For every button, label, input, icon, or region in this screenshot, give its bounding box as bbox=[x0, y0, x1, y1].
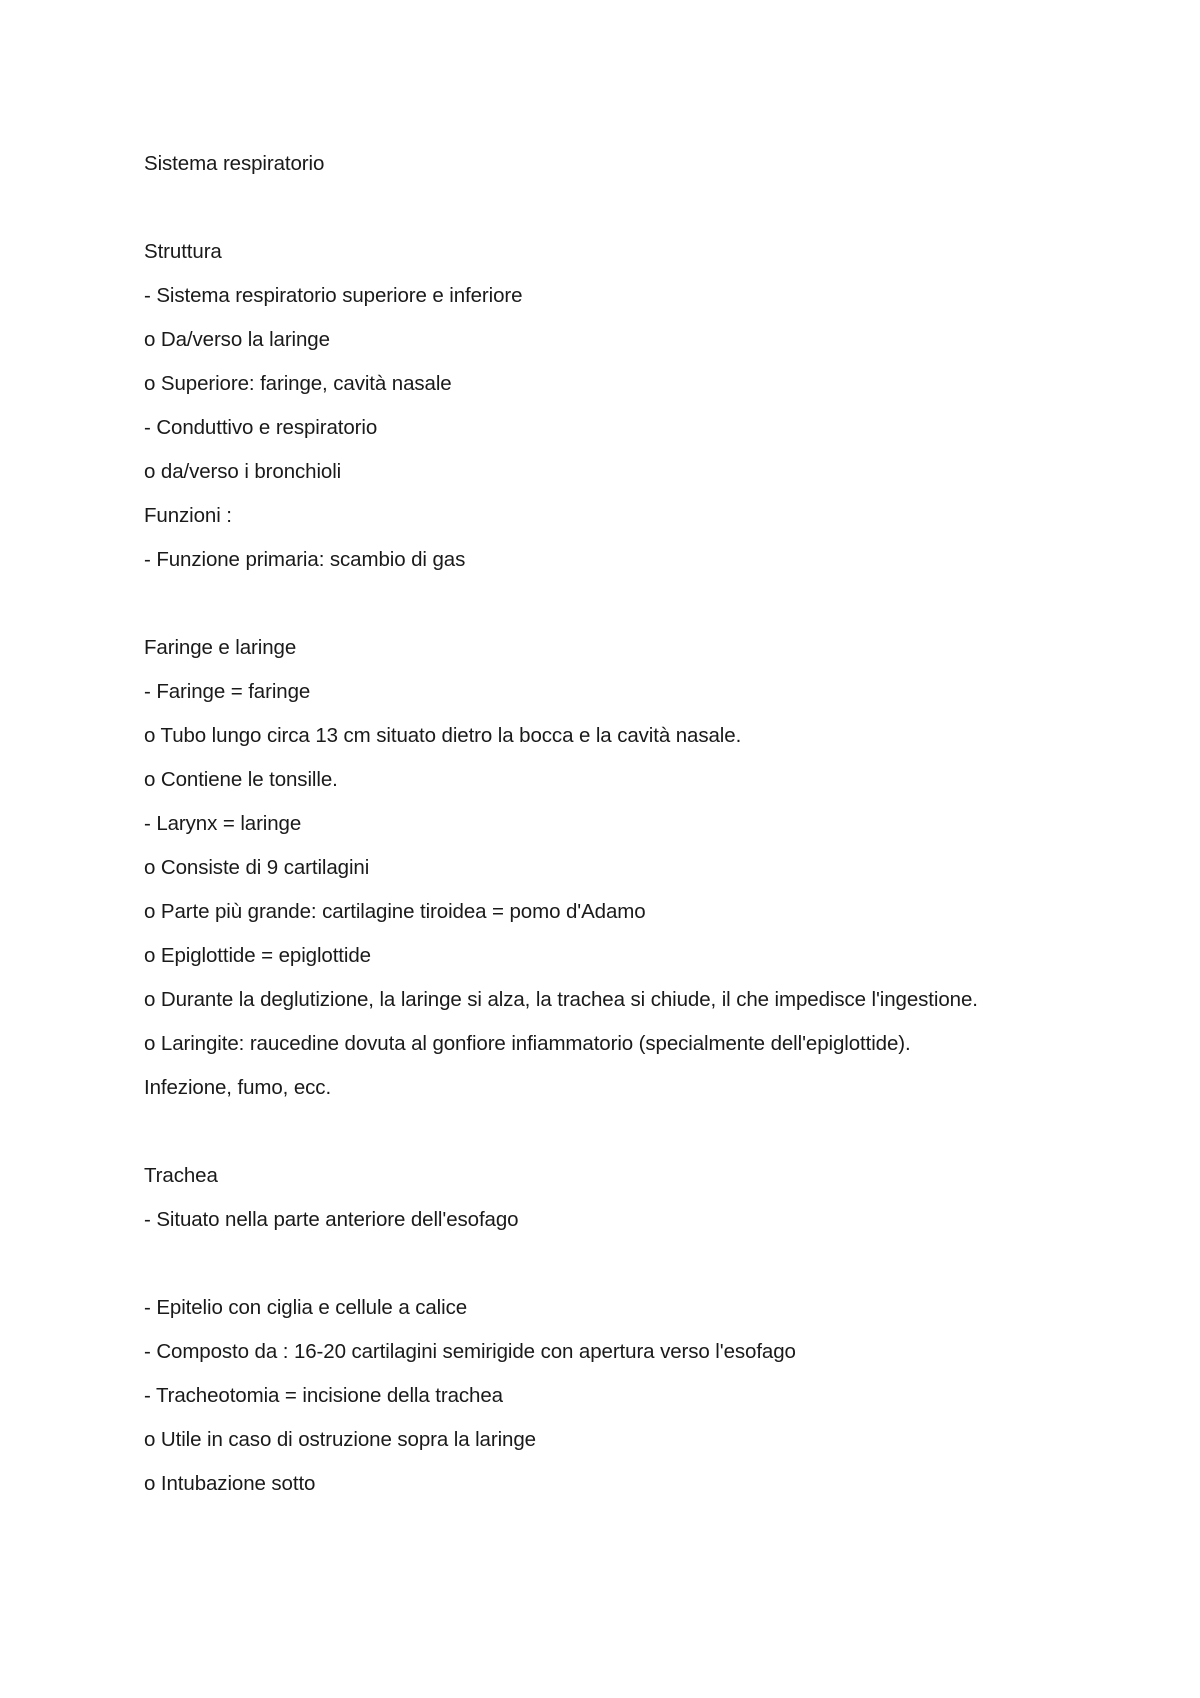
text-line: - Epitelio con ciglia e cellule a calice bbox=[144, 1296, 468, 1319]
text-line: o Utile in caso di ostruzione sopra la laringe bbox=[144, 1428, 536, 1451]
text-line: - Conduttivo e respiratorio bbox=[144, 416, 378, 439]
text-line: o Consiste di 9 cartilagini bbox=[144, 856, 370, 879]
text-line: o Tubo lungo circa 13 cm situato dietro la bocca e la cavità nasale. bbox=[144, 724, 742, 747]
text-line: - Larynx = laringe bbox=[144, 812, 302, 835]
section-heading-struttura: Struttura bbox=[144, 240, 222, 263]
blank-line bbox=[144, 1242, 1094, 1286]
page-title: Sistema respiratorio bbox=[144, 152, 325, 175]
text-line: o Parte più grande: cartilagine tiroidea = pomo d'Adamo bbox=[144, 900, 646, 923]
text-line: Funzioni : bbox=[144, 504, 232, 527]
blank-line bbox=[144, 582, 1094, 626]
text-line: o da/verso i bronchioli bbox=[144, 460, 342, 483]
text-line: o Laringite: raucedine dovuta al gonfiore infiammatorio (specialmente dell'epiglottide). bbox=[144, 1032, 911, 1055]
text-line: - Composto da : 16-20 cartilagini semirigide con apertura verso l'esofago bbox=[144, 1340, 796, 1363]
section-heading-faringe-laringe: Faringe e laringe bbox=[144, 636, 297, 659]
text-line: - Funzione primaria: scambio di gas bbox=[144, 548, 466, 571]
text-line: o Durante la deglutizione, la laringe si alza, la trachea si chiude, il che impedisce l'ingestione. bbox=[144, 988, 978, 1011]
text-line: - Sistema respiratorio superiore e inferiore bbox=[144, 284, 523, 307]
text-line: Infezione, fumo, ecc. bbox=[144, 1076, 332, 1099]
document-body bbox=[144, 142, 1094, 1506]
text-line: o Contiene le tonsille. bbox=[144, 768, 338, 791]
text-line: o Intubazione sotto bbox=[144, 1472, 316, 1495]
text-line: - Situato nella parte anteriore dell'esofago bbox=[144, 1208, 519, 1231]
text-line: o Epiglottide = epiglottide bbox=[144, 944, 371, 967]
text-line: - Faringe = faringe bbox=[144, 680, 311, 703]
text-line: o Superiore: faringe, cavità nasale bbox=[144, 372, 452, 395]
text-line: o Da/verso la laringe bbox=[144, 328, 330, 351]
section-heading-trachea: Trachea bbox=[144, 1164, 218, 1187]
text-line: - Tracheotomia = incisione della trachea bbox=[144, 1384, 503, 1407]
blank-line bbox=[144, 186, 1094, 230]
blank-line bbox=[144, 1110, 1094, 1154]
